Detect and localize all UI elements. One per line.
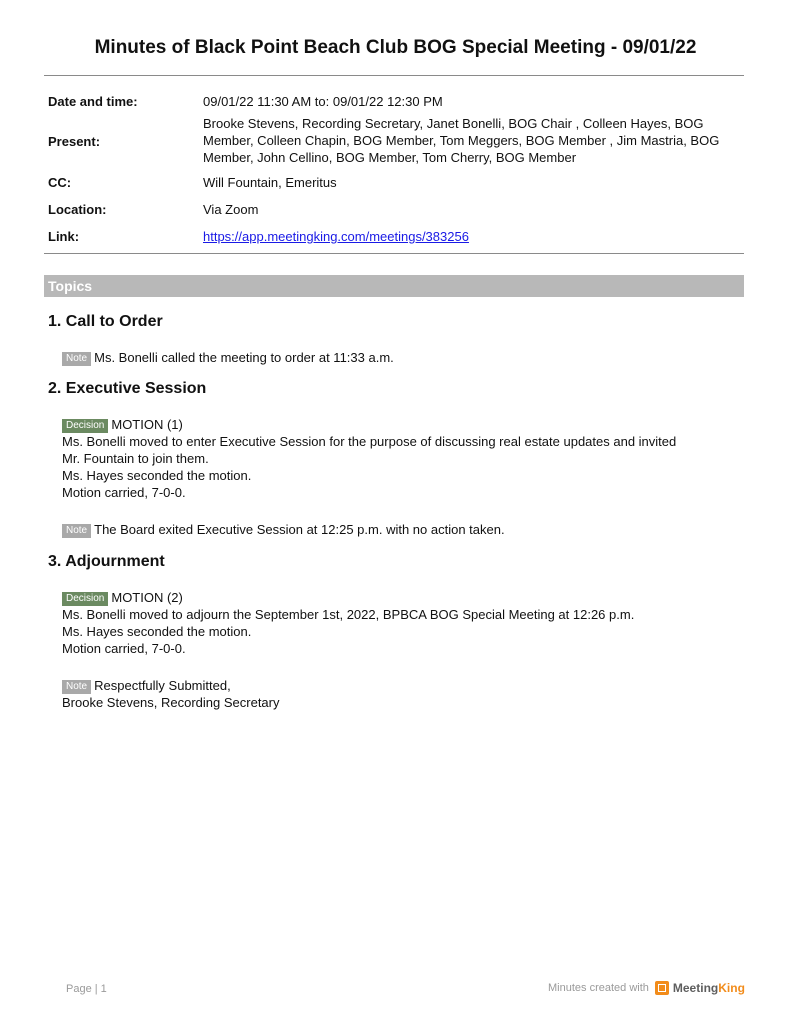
item-text: Respectfully Submitted, bbox=[94, 678, 231, 693]
location-label: Location: bbox=[48, 202, 107, 217]
meetingking-logo-icon bbox=[655, 981, 669, 995]
link-value bbox=[203, 228, 748, 245]
item-text: Ms. Hayes seconded the motion. bbox=[62, 624, 252, 639]
item-text: Ms. Bonelli called the meeting to order at 11:33 a.m. bbox=[94, 350, 394, 365]
item-text: Motion carried, 7-0-0. bbox=[62, 641, 186, 656]
location-value: Via Zoom bbox=[203, 202, 259, 217]
topic-item bbox=[62, 521, 742, 538]
link-label: Link: bbox=[48, 229, 80, 244]
item-text: Mr. Fountain to join them. bbox=[62, 451, 209, 466]
footer-credit bbox=[548, 981, 745, 995]
item-text: MOTION (2) bbox=[111, 590, 183, 605]
note-tag: Note bbox=[62, 524, 91, 538]
note-tag: Note bbox=[62, 352, 91, 366]
page-number: Page | 1 bbox=[66, 983, 107, 995]
topic-item bbox=[62, 349, 742, 366]
page-title: Minutes of Black Point Beach Club BOG Special Meeting - 09/01/22 bbox=[94, 37, 697, 58]
present-value: Brooke Stevens, Recording Secretary, Janet Bonelli, BOG Chair , Colleen Hayes, BOG Member, Colleen Chapin, BOG Member, Tom Meggers, BOG Member , Jim Mastria, BOG Member, John Cellino, BOG Member, Tom Cherry, BOG Member bbox=[203, 116, 720, 165]
note-tag: Note bbox=[62, 680, 91, 694]
present-label: Present: bbox=[48, 134, 101, 149]
item-text: Motion carried, 7-0-0. bbox=[62, 485, 186, 500]
date-label: Date and time: bbox=[48, 94, 138, 109]
item-text: Ms. Bonelli moved to enter Executive Session for the purpose of discussing real estate updates and invited bbox=[62, 434, 677, 449]
meetingking-logo: MeetingKing bbox=[672, 981, 745, 995]
topic-item bbox=[62, 416, 742, 501]
topic-item bbox=[62, 677, 742, 711]
item-text: Brooke Stevens, Recording Secretary bbox=[62, 695, 280, 710]
item-text: Ms. Hayes seconded the motion. bbox=[62, 468, 252, 483]
title-divider bbox=[44, 75, 744, 76]
decision-tag: Decision bbox=[62, 592, 108, 606]
topics-header: Topics bbox=[44, 275, 744, 297]
topic-heading-executive-session: 2. Executive Session bbox=[48, 380, 207, 397]
decision-tag: Decision bbox=[62, 419, 108, 433]
cc-label: CC: bbox=[48, 175, 72, 190]
topic-heading-call-to-order: 1. Call to Order bbox=[48, 313, 163, 330]
details-divider bbox=[44, 253, 744, 254]
topic-item bbox=[62, 589, 742, 657]
cc-value: Will Fountain, Emeritus bbox=[203, 175, 337, 190]
item-text: MOTION (1) bbox=[111, 417, 183, 432]
item-text: The Board exited Executive Session at 12:25 p.m. with no action taken. bbox=[94, 522, 505, 537]
date-value: 09/01/22 11:30 AM to: 09/01/22 12:30 PM bbox=[203, 94, 443, 109]
topic-heading-adjournment: 3. Adjournment bbox=[48, 553, 165, 570]
item-text: Ms. Bonelli moved to adjourn the September 1st, 2022, BPBCA BOG Special Meeting at 12:26 p.m. bbox=[62, 607, 635, 622]
created-with-text: Minutes created with bbox=[548, 982, 649, 994]
meeting-link[interactable]: https://app.meetingking.com/meetings/383256 bbox=[203, 229, 469, 244]
